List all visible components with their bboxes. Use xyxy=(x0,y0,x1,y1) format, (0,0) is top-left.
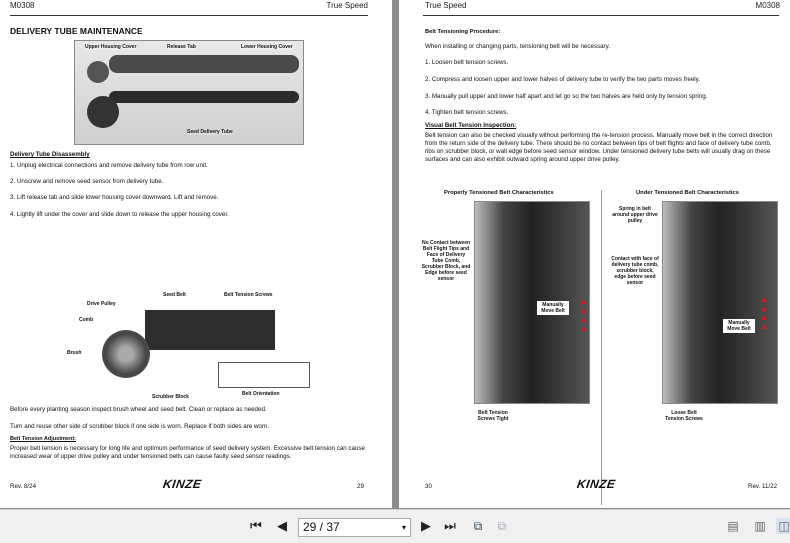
header-left: True Speed xyxy=(425,1,467,10)
next-view-icon[interactable]: ⧉ xyxy=(497,519,507,533)
disassembly-heading: Delivery Tube Disassembly xyxy=(10,151,90,158)
figure-label: Belt Orientation xyxy=(242,391,280,397)
step: 2. Unscrew and remove seed sensor from delivery tube. xyxy=(10,178,164,185)
paragraph: Proper belt tension is necessary for long life and optimum performance of seed delivery system. Excessive belt tension can cause increased wear of upper drive pulley and under tensioned belts can cause faulty seed sensor readings. xyxy=(10,445,365,460)
figure-label: Lower Housing Cover xyxy=(241,44,293,50)
first-page-icon[interactable]: ⏮ xyxy=(250,518,262,533)
step: 3. Lift release tab and slide lower housing cover downward. Lift and remove. xyxy=(10,194,219,201)
paragraph: Turn and reuse other side of scrubber block if one side is worn. Replace if both sides are worn. xyxy=(10,423,270,430)
procedure-heading: Belt Tensioning Procedure: xyxy=(425,29,501,35)
last-page-icon[interactable]: ⏭ xyxy=(444,518,456,533)
figure-label: Release Tab xyxy=(167,44,196,50)
visual-heading: Visual Belt Tension Inspection: xyxy=(425,122,517,129)
next-page-icon[interactable]: ▶ xyxy=(421,518,431,533)
figure-label: Brush xyxy=(67,350,82,356)
continuous-icon[interactable]: ▥ xyxy=(754,519,766,533)
paragraph: Before every planting season inspect brush wheel and seed belt. Clean or replace as needed. xyxy=(10,406,267,413)
figure-label: Seed Delivery Tube xyxy=(187,129,233,135)
previous-page-icon[interactable]: ◀ xyxy=(277,518,287,533)
step: 4. Lightly lift under the cover and slide down to release the upper housing cover. xyxy=(10,211,229,218)
intro: When installing or changing parts, tensioning belt will be necessary. xyxy=(425,43,610,50)
step: 1. Loosen belt tension screws. xyxy=(425,59,509,66)
header-right: M0308 xyxy=(755,1,780,10)
figure-label: Spring in belt around upper drive pulley xyxy=(612,206,658,224)
figure-label: Drive Pulley xyxy=(87,301,116,307)
header-right: True Speed xyxy=(326,1,368,10)
proper-tension-photo: Manually Move Belt ▲ ▲ ▲ ▲ xyxy=(474,201,590,404)
seed-belt-diagram xyxy=(60,290,320,405)
step: 1. Unplug electrical connections and remove delivery tube from row unit. xyxy=(10,162,208,169)
two-page-icon[interactable]: ◫ xyxy=(776,518,790,534)
figure-label: Scrubber Block xyxy=(152,394,189,400)
figure-label: Belt Tension Screws xyxy=(224,292,273,298)
figure-label: Upper Housing Cover xyxy=(85,44,137,50)
kinze-logo: KINZE xyxy=(162,477,203,491)
divider xyxy=(601,190,602,505)
figure-label: Loose Belt Tension Screws xyxy=(665,410,703,422)
single-page-icon[interactable]: ▤ xyxy=(727,519,739,533)
delivery-tube-photo xyxy=(74,40,304,145)
under-tension-photo: Manually Move Belt ▲ ▲ ▲ ▲ xyxy=(662,201,778,404)
page-number: 30 xyxy=(425,483,432,490)
footer-rev: Rev. 8/24 xyxy=(10,483,37,490)
figure-label: Manually Move Belt xyxy=(537,301,569,315)
pdf-page-29 xyxy=(0,0,392,508)
page-title: DELIVERY TUBE MAINTENANCE xyxy=(10,26,143,36)
paragraph: Belt tension can also be checked visually without performing the re-tension process. Manually move belt in the correct direction from the return side of the delivery tube. There should be no contact between tips of belt flights and face of delivery tube comb, ribs on scrubber block, or wall edge before seed sensor window. Under tensioned delivery tube belts will usually drag on these surfaces and can also exhibit outward spring around upper drive pulley. xyxy=(425,132,773,163)
kinze-logo: KINZE xyxy=(576,477,617,491)
step: 3. Manually pull upper and lower half apart and let go so the two halves are held only by tension spring. xyxy=(425,93,708,100)
page-number: 29 xyxy=(357,483,364,490)
dropdown-icon[interactable]: ▾ xyxy=(401,523,406,532)
step: 2. Compress and loosen upper and lower halves of delivery tube to verify the two parts moves freely. xyxy=(425,76,701,83)
figure-label: Manually Move Belt xyxy=(723,319,755,333)
page-number-input[interactable] xyxy=(298,518,411,537)
header-rule xyxy=(423,15,779,16)
page-value: 29 / 37 xyxy=(303,520,340,534)
figure-label: Contact with face of delivery tube comb, scrubber block, edge before seed sensor xyxy=(611,256,659,286)
header-left: M0308 xyxy=(10,1,35,10)
adjust-heading: Belt Tension Adjustment: xyxy=(10,436,76,442)
navigation-toolbar xyxy=(0,509,790,543)
figure-label: Seed Belt xyxy=(163,292,186,298)
figure-label: Belt Tension Screws Tight xyxy=(477,410,509,422)
pdf-page-30 xyxy=(399,0,790,508)
figure-label: Comb xyxy=(79,317,94,323)
footer-rev: Rev. 11/22 xyxy=(748,483,778,490)
caption: Properly Tensioned Belt Characteristics xyxy=(444,190,554,196)
figure-label: No Contact between Belt Flight Tips and Face of Delivery Tube Comb, Scrubber Block, and Edge before seed sensor xyxy=(421,240,471,282)
header-rule xyxy=(10,15,368,16)
step: 4. Tighten belt tension screws. xyxy=(425,109,509,116)
caption: Under Tensioned Belt Characteristics xyxy=(636,190,739,196)
previous-view-icon[interactable]: ⧉ xyxy=(473,519,483,533)
